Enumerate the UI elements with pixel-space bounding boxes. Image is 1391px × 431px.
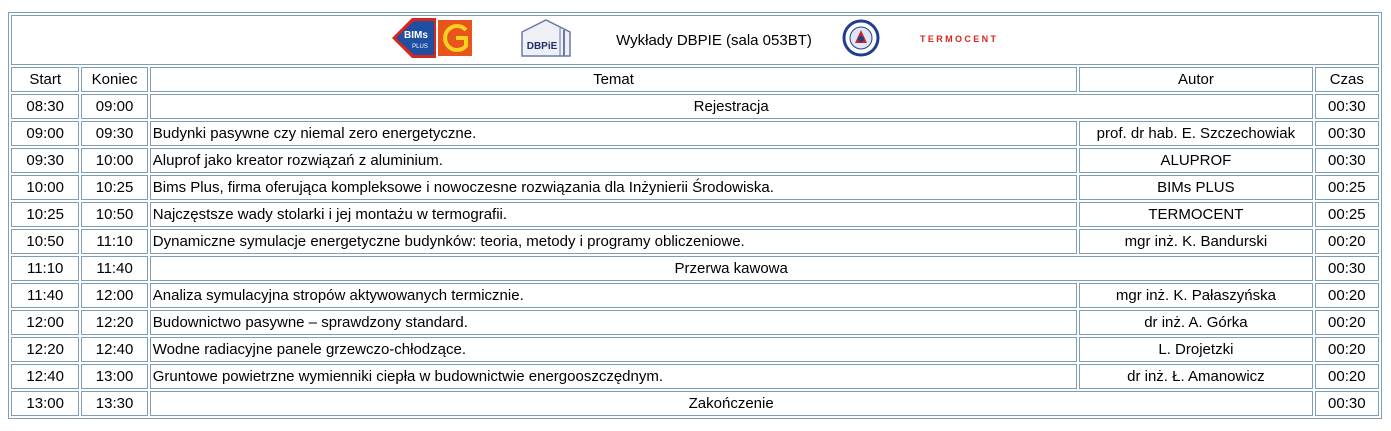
cell-author: L. Drojetzki [1079,337,1312,362]
bims-logo-text: BIMs [404,29,429,41]
table-row [11,337,1379,362]
cell-start: 12:20 [11,337,79,362]
cell-duration: 00:25 [1315,175,1379,200]
header-cell [11,15,1379,65]
cell-topic: Gruntowe powietrzne wymienniki ciepła w budownictwie energooszczędnym. [150,364,1077,389]
cell-author: TERMOCENT [1079,202,1312,227]
cell-end: 09:00 [81,94,147,119]
column-header-duration: Czas [1315,67,1379,92]
cell-author: prof. dr hab. E. Szczechowiak [1079,121,1312,146]
cell-topic: Dynamiczne symulacje energetyczne budynków: teoria, metody i programy obliczeniowe. [150,229,1077,254]
table-row [11,364,1379,389]
cell-duration: 00:30 [1315,121,1379,146]
cell-end: 11:40 [81,256,147,281]
cell-topic: Budownictwo pasywne – sprawdzony standard. [150,310,1077,335]
cell-author: ALUPROF [1079,148,1312,173]
cell-topic: Bims Plus, firma oferująca kompleksowe i nowoczesne rozwiązania dla Inżynierii Środowiska. [150,175,1077,200]
cell-topic: Wodne radiacyjne panele grzewczo-chłodzące. [150,337,1077,362]
cell-start: 09:00 [11,121,79,146]
cell-start: 13:00 [11,391,79,416]
cell-topic: Aluprof jako kreator rozwiązań z aluminium. [150,148,1077,173]
cell-duration: 00:30 [1315,94,1379,119]
cell-author: dr inż. Ł. Amanowicz [1079,364,1312,389]
cell-topic: Analiza symulacyjna stropów aktywowanych termicznie. [150,283,1077,308]
table-row [11,148,1379,173]
termocent-logo [920,28,998,53]
cell-session-label: Przerwa kawowa [150,256,1313,281]
cell-duration: 00:30 [1315,391,1379,416]
cell-duration: 00:20 [1315,310,1379,335]
table-row [11,94,1379,119]
column-header-topic: Temat [150,67,1077,92]
table-row [11,229,1379,254]
cell-end: 10:00 [81,148,147,173]
cell-end: 11:10 [81,229,147,254]
cell-duration: 00:30 [1315,256,1379,281]
cell-author: dr inż. A. Górka [1079,310,1312,335]
cell-duration: 00:20 [1315,337,1379,362]
bims-logo-subtext: PLUS [412,43,428,50]
column-header-row [11,67,1379,92]
cell-end: 12:40 [81,337,147,362]
cell-author: mgr inż. K. Pałaszyńska [1079,283,1312,308]
page-title: Wykłady DBPIE (sala 053BT) [616,31,812,49]
cell-topic: Budynki pasywne czy niemal zero energetyczne. [150,121,1077,146]
table-row [11,310,1379,335]
cell-end: 12:20 [81,310,147,335]
cell-end: 09:30 [81,121,147,146]
cell-start: 12:40 [11,364,79,389]
cell-author: BIMs PLUS [1079,175,1312,200]
column-header-start: Start [11,67,79,92]
cell-start: 10:50 [11,229,79,254]
header-row [11,15,1379,65]
cell-end: 13:30 [81,391,147,416]
cell-duration: 00:30 [1315,148,1379,173]
cell-end: 13:00 [81,364,147,389]
column-header-author: Autor [1079,67,1312,92]
schedule-container [8,12,1382,419]
cell-duration: 00:20 [1315,283,1379,308]
cell-duration: 00:20 [1315,229,1379,254]
table-row [11,256,1379,281]
table-row [11,121,1379,146]
cell-end: 12:00 [81,283,147,308]
university-emblem-logo [842,19,880,62]
cell-end: 10:25 [81,175,147,200]
table-row [11,202,1379,227]
cell-start: 11:40 [11,283,79,308]
cell-session-label: Zakończenie [150,391,1313,416]
schedule-table [8,12,1382,419]
bims-plus-logo [392,18,474,63]
cell-duration: 00:25 [1315,202,1379,227]
table-row [11,391,1379,416]
cell-session-label: Rejestracja [150,94,1313,119]
cell-author: mgr inż. K. Bandurski [1079,229,1312,254]
table-row [11,283,1379,308]
dbpie-logo-text: DBPiE [526,40,558,52]
column-header-end: Koniec [81,67,147,92]
cell-start: 11:10 [11,256,79,281]
termocent-logo-text: TERMOCENT [919,33,996,44]
cell-topic: Najczęstsze wady stolarki i jej montażu w termografii. [150,202,1077,227]
cell-start: 09:30 [11,148,79,173]
table-row [11,175,1379,200]
cell-end: 10:50 [81,202,147,227]
cell-duration: 00:20 [1315,364,1379,389]
cell-start: 12:00 [11,310,79,335]
cell-start: 10:25 [11,202,79,227]
cell-start: 10:00 [11,175,79,200]
cell-start: 08:30 [11,94,79,119]
dbpie-logo [520,18,572,63]
